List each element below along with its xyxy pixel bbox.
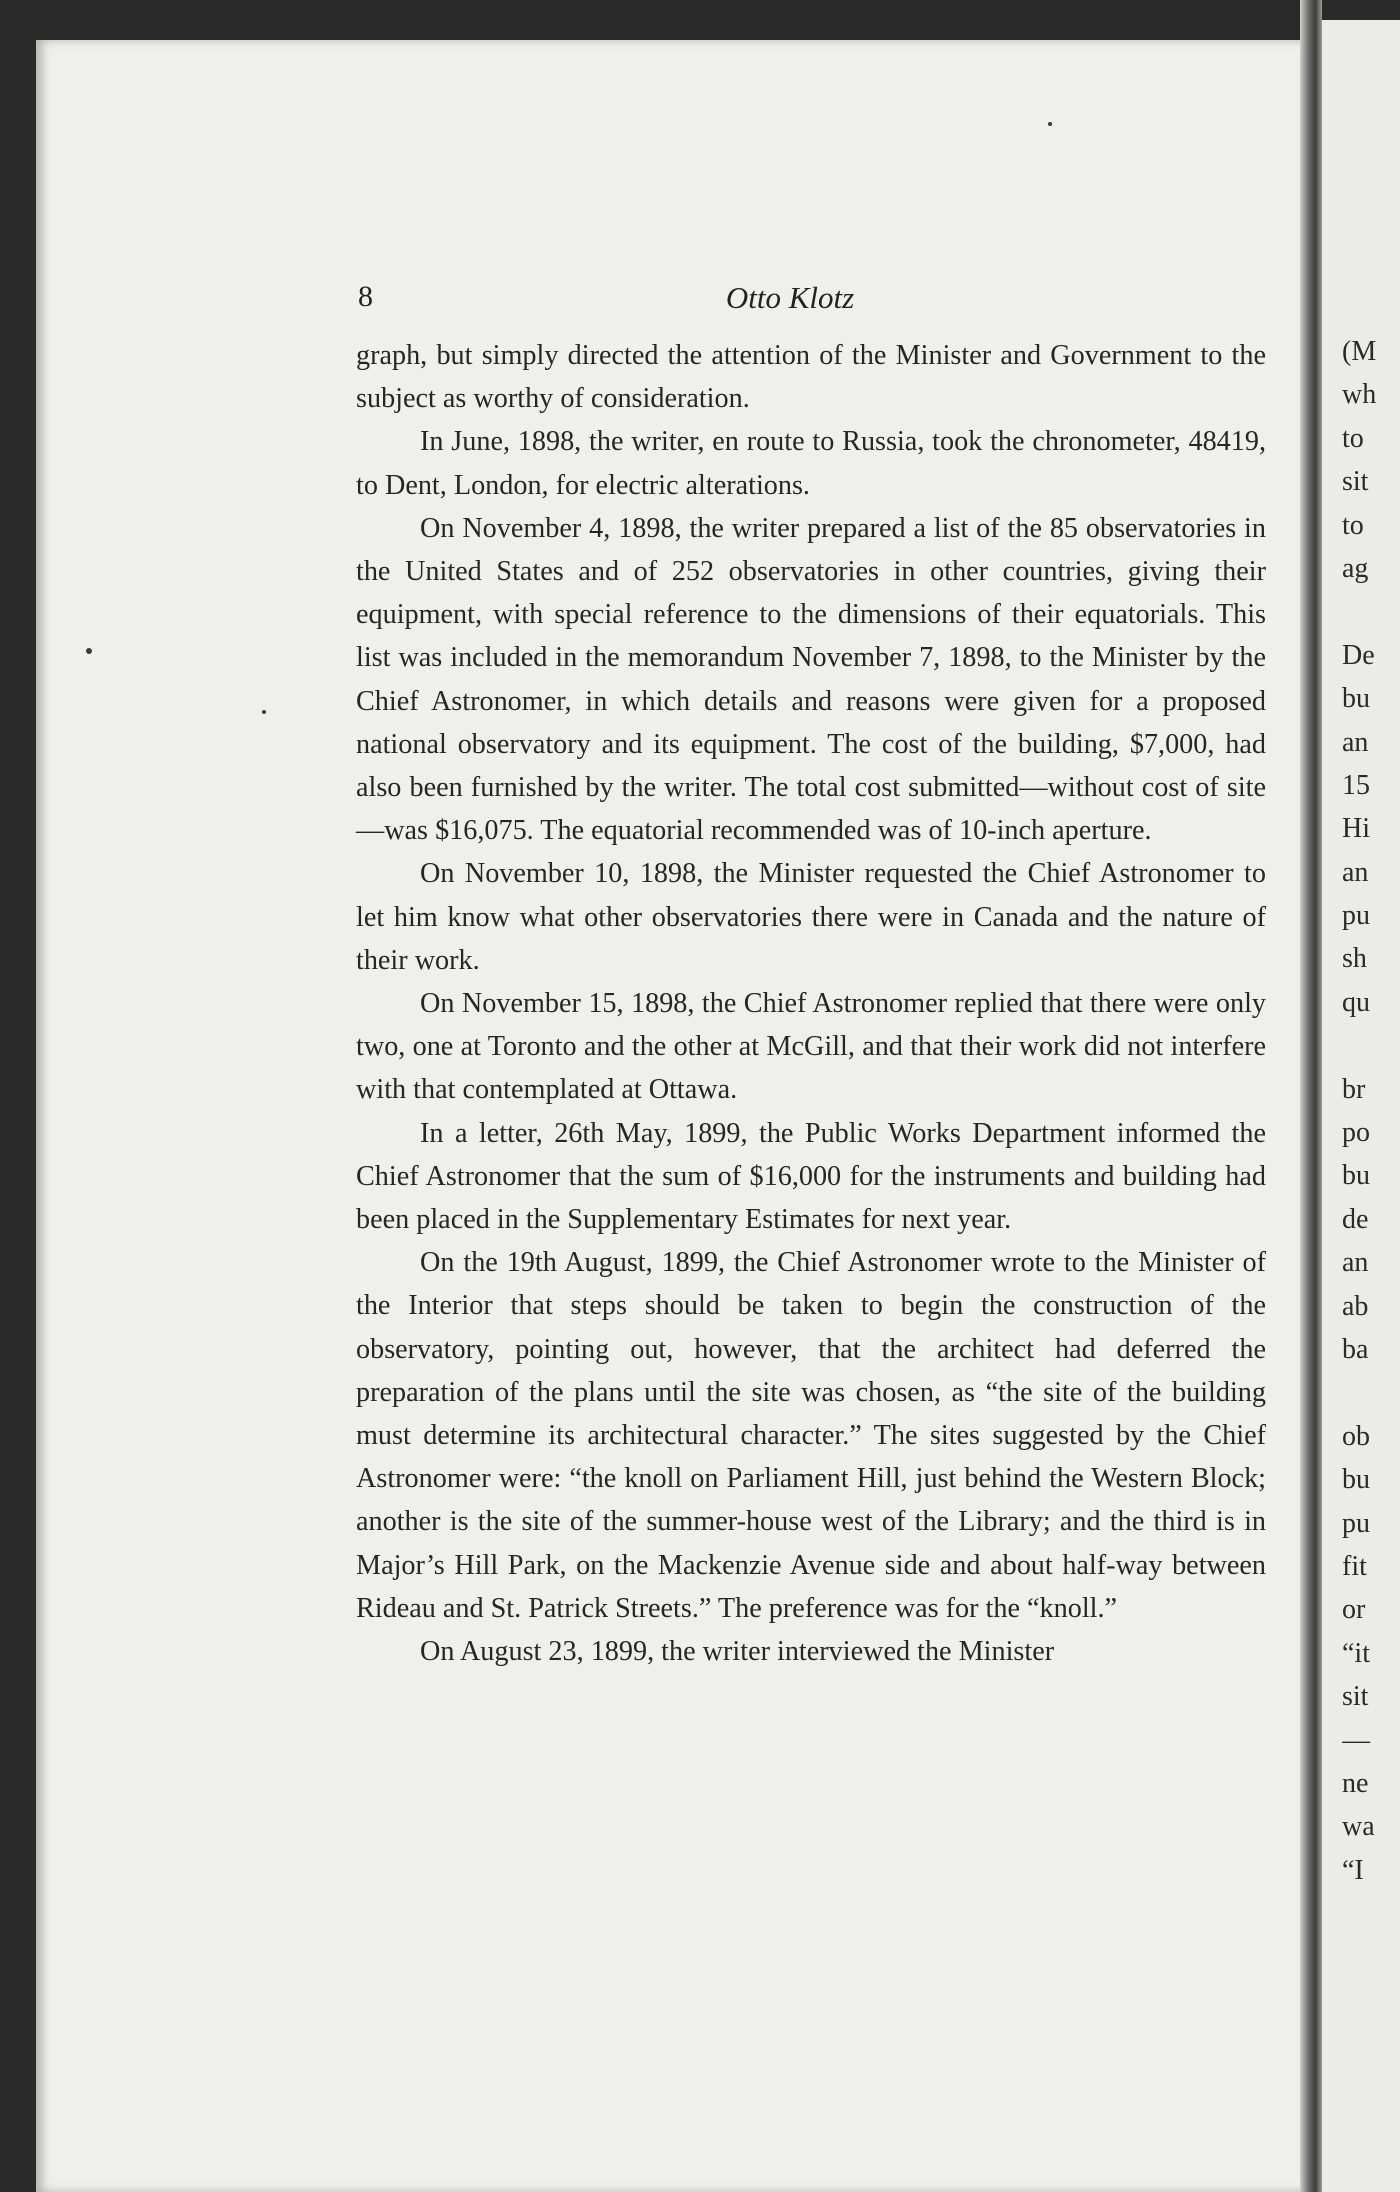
facing-page-line: ne — [1342, 1767, 1369, 1799]
facing-page-line: qu — [1342, 986, 1370, 1018]
facing-page-line: ba — [1342, 1333, 1369, 1365]
running-head: Otto Klotz — [725, 280, 855, 315]
page-number: 8 — [358, 280, 373, 313]
facing-page-line: — — [1342, 1724, 1370, 1756]
paper-speck — [262, 710, 266, 714]
facing-page-line: pu — [1342, 1507, 1370, 1539]
facing-page-line: ab — [1342, 1290, 1369, 1322]
body-text — [356, 334, 1266, 1673]
facing-page-line: sh — [1342, 943, 1367, 975]
paper-speck — [1048, 122, 1052, 126]
page-header — [350, 280, 1230, 330]
facing-page-line: to — [1342, 509, 1364, 541]
facing-page-line: an — [1342, 856, 1369, 888]
facing-page-line: ag — [1342, 552, 1369, 584]
book-gutter — [1300, 0, 1322, 2192]
facing-page-text — [1342, 330, 1400, 1892]
facing-page-line: De — [1342, 639, 1375, 671]
facing-page-line: wh — [1342, 379, 1377, 411]
facing-page-line: an — [1342, 726, 1369, 758]
facing-page-line: bu — [1342, 1160, 1370, 1192]
paragraph: On August 23, 1899, the writer interviewed the Minister — [420, 1636, 1055, 1668]
facing-page-line: “it — [1342, 1637, 1370, 1669]
facing-page-line: to — [1342, 422, 1364, 454]
facing-page-line: Hi — [1342, 813, 1370, 845]
facing-page-line: 15 — [1342, 769, 1370, 801]
paragraph: In June, 1898, the writer, en route to Russia, took the chronometer, 48419, to Dent, London, for electric alterations. — [356, 426, 1266, 501]
paragraph: On November 15, 1898, the Chief Astronomer replied that there were only two, one at Toronto and the other at McGill, and that their work did not interfere with that contemplated at Ottawa. — [356, 988, 1266, 1106]
facing-page-line — [1342, 1024, 1400, 1067]
facing-page-line: fit — [1342, 1550, 1367, 1582]
facing-page-line: (M — [1342, 336, 1377, 367]
facing-page-line: wa — [1342, 1811, 1375, 1843]
facing-page-line: or — [1342, 1594, 1366, 1626]
paragraph: On November 10, 1898, the Minister requested the Chief Astronomer to let him know what other observatories there were in Canada and the nature of their work. — [356, 858, 1266, 976]
paragraph: On the 19th August, 1899, the Chief Astronomer wrote to the Minister of the Interior that steps should be taken to begin the construction of the observatory, pointing out, however, that the architect had deferred the preparation of the plans until the site was chosen, as “the site of the building must determine its architectural character.” The sites suggested by the Chief Astronomer were: “the knoll on Parliament Hill, just behind the Western Block; another is the site of the summer-house west of the Library; and the third is in Major’s Hill Park, on the Mackenzie Avenue side and about half-way between Rideau and St. Patrick Streets.” The preference was for the “knoll.” — [356, 1247, 1266, 1624]
facing-page-line: br — [1342, 1073, 1366, 1105]
paper-speck — [86, 648, 92, 654]
facing-page-line — [1342, 1371, 1400, 1414]
facing-page-line: “I — [1342, 1854, 1364, 1886]
facing-page-line: bu — [1342, 683, 1370, 715]
facing-page-line: po — [1342, 1117, 1370, 1149]
facing-page-line: ob — [1342, 1420, 1370, 1452]
facing-page-line: sit — [1342, 466, 1369, 498]
facing-page-line: pu — [1342, 900, 1370, 932]
facing-page-line: sit — [1342, 1681, 1369, 1713]
facing-page-line: de — [1342, 1203, 1369, 1235]
facing-page-line — [1342, 590, 1400, 633]
facing-page-line: an — [1342, 1247, 1369, 1279]
paragraph: graph, but simply directed the attention of the Minister and Government to the subject as worthy of consideration. — [356, 340, 1266, 415]
paragraph: On November 4, 1898, the writer prepared a list of the 85 observatories in the United States and of 252 observatories in other countries, giving their equipment, with special reference to the dimensions of their equatorials. This list was included in the memorandum November 7, 1898, to the Minister by the Chief Astronomer, in which details and reasons were given for a proposed national observatory and its equipment. The cost of the building, $7,000, had also been furnished by the writer. The total cost submitted—without cost of site—was $16,075. The equatorial recommended was of 10-inch aperture. — [356, 512, 1266, 847]
paragraph: In a letter, 26th May, 1899, the Public Works Department informed the Chief Astronomer that the sum of $16,000 for the instruments and building had been placed in the Supplementary Estimates for next year. — [356, 1117, 1266, 1236]
facing-page-line: bu — [1342, 1464, 1370, 1496]
